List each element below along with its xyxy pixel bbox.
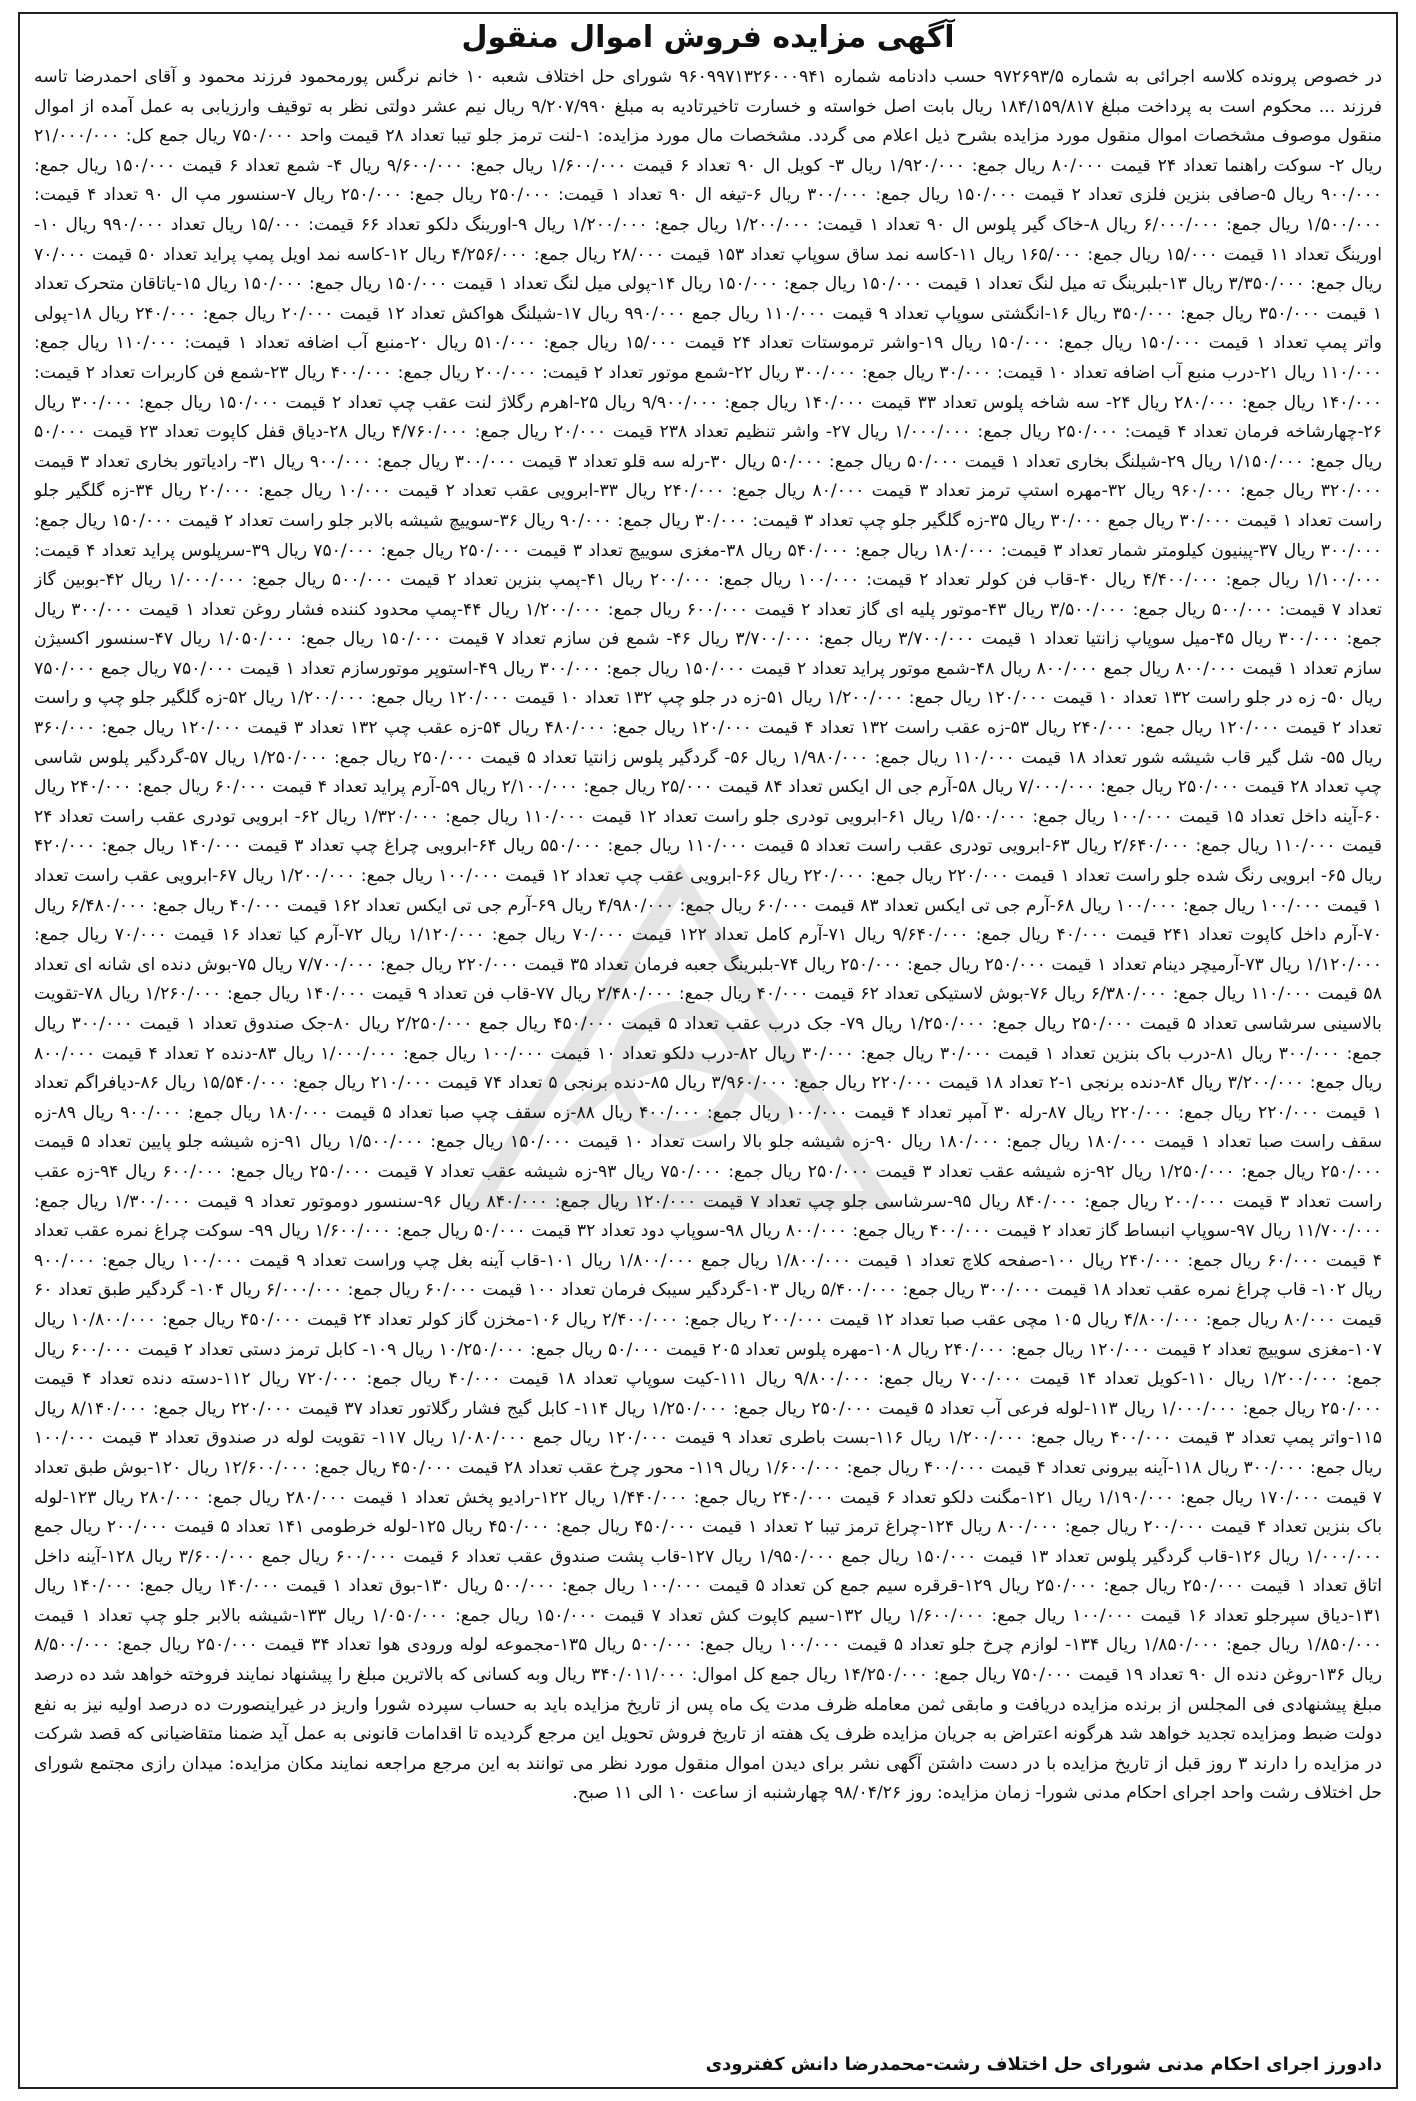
signature-line: دادورز اجرای احکام مدنی شورای حل اختلاف رشت-محمدرضا دانش کفترودی — [705, 2054, 1382, 2075]
notice-body — [34, 63, 1382, 2053]
notice-body-paragraph: در خصوص پرونده کلاسه اجرائی به شماره ۹۷۲۶۹۳/۵ حسب دادنامه شماره ۹۶۰۹۹۷۱۳۲۶۰۰۰۹۴۱ شورای حل اختلاف شعبه ۱۰ خانم نرگس پورمحمود فرزند محمود و آقای احمدرضا تاسه فرزند ... محکوم است به پرداخت مبلغ ۱۸۴/۱۵۹/۸۱۷ ریال بابت اصل خواسته و خسارت تاخیرتادیه به مبلغ ۹/۲۰۷/۹۹۰ ریال نیم عشر دولتی نظر به توقیف وارزیابی به عمل آمده از اموال منقول موصوف مشخصات اموال منقول مورد مزایده بشرح ذیل اعلام می گردد. مشخصات مال مورد مزایده: ۱-لنت ترمز جلو تیبا تعداد ۲۸ قیمت واحد ۷۵۰/۰۰۰ ریال جمع کل: ۲۱/۰۰۰/۰۰۰ ریال ۲- سوکت راهنما تعداد ۲۴ قیمت ۸۰/۰۰۰ ریال جمع: ۱/۹۲۰/۰۰۰ ریال ۳- کویل ال ۹۰ تعداد ۶ قیمت ۱/۶۰۰/۰۰۰ ریال جمع: ۹/۶۰۰/۰۰۰ ریال ۴- شمع تعداد ۶ قیمت ۱۵۰/۰۰۰ ریال جمع: ۹۰۰/۰۰۰ ریال ۵-صافی بنزین فلزی تعداد ۲ قیمت ۱۵۰/۰۰۰ ریال جمع: ۳۰۰/۰۰۰ ریال ۶-تیغه ال ۹۰ تعداد ۱ قیمت: ۲۵۰/۰۰۰ ریال جمع: ۲۵۰/۰۰۰ ریال ۷-سنسور مپ ال ۹۰ تعداد ۴ قیمت: ۱/۵۰۰/۰۰۰ ریال جمع: ۶/۰۰۰/۰۰۰ ریال ۸-خاک گیر پلوس ال ۹۰ تعداد ۱ قیمت: ۱/۲۰۰/۰۰۰ ریال جمع: ۱/۲۰۰/۰۰۰ ریال ۹-اورینگ دلکو تعداد ۶۶ قیمت: ۱۵/۰۰۰ ریال تعداد ۹۹۰/۰۰۰ ریال ۱۰-اورینگ تعداد ۱۱ قیمت ۱۵/۰۰۰ ریال جمع: ۱۶۵/۰۰۰ ریال ۱۱-کاسه نمد ساق سوپاپ تعداد ۱۵۳ قیمت ۲۸/۰۰۰ ریال جمع: ۴/۲۵۶/۰۰۰ ریال ۱۲-کاسه نمد اویل پمپ پراید تعداد ۵۰ قیمت ۷۰/۰۰۰ ریال جمع: ۳/۳۵۰/۰۰۰ ریال ۱۳-بلبرینگ ته میل لنگ تعداد ۱ قیمت ۱۵۰/۰۰۰ ریال جمع: ۱۵۰/۰۰۰ ریال ۱۴-پولی میل لنگ تعداد ۱ قیمت ۱۵۰/۰۰۰ ریال جمع: ۱۵۰/۰۰۰ ریال ۱۵-یاتاقان متحرک تعداد ۱ قیمت ۳۵۰/۰۰۰ ریال جمع: ۳۵۰/۰۰۰ ریال ۱۶-انگشتی سوپاپ تعداد ۹ قیمت ۱۱۰/۰۰۰ ریال جمع ۹۹۰/۰۰۰ ریال ۱۷-شیلنگ هواکش تعداد ۱۲ قیمت ۲۰/۰۰۰ ریال جمع: ۲۴۰/۰۰۰ ریال ۱۸-پولی واتر پمپ تعداد ۱ قیمت ۱۵۰/۰۰۰ ریال جمع: ۱۵۰/۰۰۰ ریال ۱۹-واشر ترموستات تعداد ۲۴ قیمت ۱۵/۰۰۰ ریال جمع: ۵۱۰/۰۰۰ ریال ۲۰-منبع آب اضافه تعداد ۱ قیمت: ۱۱۰/۰۰۰ ریال جمع: ۱۱۰/۰۰۰ ریال ۲۱-درب منبع آب اضافه تعداد ۱۰ قیمت: ۳۰/۰۰۰ ریال جمع: ۳۰۰/۰۰۰ ریال ۲۲-شمع موتور تعداد ۲ قیمت: ۲۰۰/۰۰۰ ریال جمع: ۴۰۰/۰۰۰ ریال ۲۳-شمع فن کاربرات تعداد ۲ قیمت: ۱۴۰/۰۰۰ ریال جمع: ۲۸۰/۰۰۰ ریال ۲۴- سه شاخه پلوس تعداد ۳۳ قیمت ۱۴۰/۰۰۰ ریال جمع: ۹/۹۰۰/۰۰۰ ریال ۲۵-اهرم رگلاژ لنت عقب چپ تعداد ۲ قیمت ۱۵۰/۰۰۰ ریال جمع: ۳۰۰/۰۰۰ ریال ۲۶-چهارشاخه فرمان تعداد ۴ قیمت: ۲۵۰/۰۰۰ ریال جمع: ۱/۰۰۰/۰۰۰ ریال ۲۷- واشر تنظیم تعداد ۲۳۸ قیمت ۲۰/۰۰۰ ریال جمع: ۴/۷۶۰/۰۰۰ ریال ۲۸-دیاق قفل کاپوت تعداد ۲۳ قیمت ۵۰/۰۰۰ ریال جمع: ۱/۱۵۰/۰۰۰ ریال ۲۹-شیلنگ بخاری تعداد ۱ قیمت ۵۰/۰۰۰ ریال جمع: ۵۰/۰۰۰ ریال ۳۰-رله سه قلو تعداد ۳ قیمت ۳۰۰/۰۰۰ ریال جمع: ۹۰۰/۰۰۰ ریال ۳۱- رادیاتور بخاری تعداد ۳ قیمت ۳۲۰/۰۰۰ ریال جمع: ۹۶۰/۰۰۰ ریال ۳۲-مهره استپ ترمز تعداد ۳ قیمت ۸۰/۰۰۰ ریال جمع: ۲۴۰/۰۰۰ ریال ۳۳-ابرویی عقب تعداد ۲ قیمت ۱۰/۰۰۰ ریال جمع: ۲۰/۰۰۰ ریال ۳۴-زه گلگیر جلو راست تعداد ۱ قیمت ۳۰/۰۰۰ ریال جمع ۳۰/۰۰۰ ریال ۳۵-زه گلگیر جلو چپ تعداد ۳ قیمت: ۳۰/۰۰۰ ریال جمع: ۹۰/۰۰۰ ریال ۳۶-سوییچ شیشه بالابر جلو راست تعداد ۲ قیمت ۱۵۰/۰۰۰ ریال جمع: ۳۰۰/۰۰۰ ریال ۳۷-پینیون کیلومتر شمار تعداد ۳ قیمت: ۱۸۰/۰۰۰ ریال جمع: ۵۴۰/۰۰۰ ریال ۳۸-مغزی سوییچ تعداد ۳ قیمت ۲۵۰/۰۰۰ ریال جمع: ۷۵۰/۰۰۰ ریال ۳۹-سرپلوس پراید تعداد ۴ قیمت: ۱/۱۰۰/۰۰۰ ریال جمع: ۴/۴۰۰/۰۰۰ ریال ۴۰-قاب فن کولر تعداد ۲ قیمت: ۱۰۰/۰۰۰ ریال جمع: ۲۰۰/۰۰۰ ریال ۴۱-پمپ بنزین تعداد ۲ قیمت ۵۰۰/۰۰۰ ریال جمع: ۱/۰۰۰/۰۰۰ ریال ۴۲-بوبین گاز تعداد ۷ قیمت: ۵۰۰/۰۰۰ ریال جمع: ۳/۵۰۰/۰۰۰ ریال ۴۳-موتور پلیه ای گاز تعداد ۲ قیمت ۶۰۰/۰۰۰ ریال جمع: ۱/۲۰۰/۰۰۰ ریال ۴۴-پمپ محدود کننده فشار روغن تعداد ۱ قیمت ۳۰۰/۰۰۰ ریال جمع: ۳۰۰/۰۰۰ ریال ۴۵-میل سوپاپ زانتیا تعداد ۱ قیمت ۳/۷۰۰/۰۰۰ ریال جمع: ۳/۷۰۰/۰۰۰ ریال ۴۶- شمع فن سازم تعداد ۷ قیمت ۱۵۰/۰۰۰ ریال جمع: ۱/۰۵۰/۰۰۰ ریال ۴۷-سنسور اکسیژن سازم تعداد ۱ قیمت ۸۰۰/۰۰۰ ریال جمع ۸۰۰/۰۰۰ ریال ۴۸-شمع موتور پراید تعداد ۲ قیمت ۱۵۰/۰۰۰ ریال جمع: ۳۰۰/۰۰۰ ریال ۴۹-استوپر موتورسازم تعداد ۱ قیمت ۷۵۰/۰۰۰ ریال جمع ۷۵۰/۰۰۰ ریال ۵۰- زه در جلو راست ۱۳۲ تعداد ۱۰ قیمت ۱۲۰/۰۰۰ ریال جمع: ۱/۲۰۰/۰۰۰ ریال ۵۱-زه در جلو چپ ۱۳۲ تعداد ۱۰ قیمت ۱۲۰/۰۰۰ ریال جمع: ۱/۲۰۰/۰۰۰ ریال ۵۲-زه گلگیر جلو چپ و راست تعداد ۲ قیمت ۱۲۰/۰۰۰ ریال جمع: ۲۴۰/۰۰۰ ریال ۵۳-زه عقب راست ۱۳۲ تعداد ۴ قیمت ۱۲۰/۰۰۰ ریال جمع: ۴۸۰/۰۰۰ ریال ۵۴-زه عقب چپ ۱۳۲ تعداد ۳ قیمت ۱۲۰/۰۰۰ ریال جمع: ۳۶۰/۰۰۰ ریال ۵۵- شل گیر قاب شیشه شور تعداد ۱۸ قیمت ۱۱۰/۰۰۰ ریال جمع: ۱/۹۸۰/۰۰۰ ریال ۵۶- گردگیر پلوس زانتیا تعداد ۵ قیمت ۲۵۰/۰۰۰ ریال جمع: ۱/۲۵۰/۰۰۰ ریال ۵۷-گردگیر پلوس شاسی چپ تعداد ۲۸ قیمت ۲۵۰/۰۰۰ ریال جمع: ۷/۰۰۰/۰۰۰ ریال ۵۸-آرم جی ال ایکس تعداد ۸۴ قیمت ۲۵/۰۰۰ ریال جمع: ۲/۱۰۰/۰۰۰ ریال ۵۹-آرم پراید تعداد ۴ قیمت ۶۰/۰۰۰ ریال جمع: ۲۴۰/۰۰۰ ریال ۶۰-آینه داخل تعداد ۱۵ قیمت ۱۰۰/۰۰۰ ریال جمع: ۱/۵۰۰/۰۰۰ ریال ۶۱-ابرویی تودری جلو راست تعداد ۱۲ قیمت ۱۱۰/۰۰۰ ریال جمع: ۱/۳۲۰/۰۰۰ ریال ۶۲- ابرویی تودری عقب راست تعداد ۲۴ قیمت ۱۱۰/۰۰۰ ریال جمع: ۲/۶۴۰/۰۰۰ ریال ۶۳-ابرویی تودری عقب راست تعداد ۵ قیمت ۱۱۰/۰۰۰ ریال جمع: ۵۵۰/۰۰۰ ریال ۶۴-ابرویی چراغ چپ تعداد ۳ قیمت ۱۴۰/۰۰۰ ریال جمع: ۴۲۰/۰۰۰ ریال ۶۵- ابرویی رنگ شده جلو راست تعداد ۱ قیمت ۲۲۰/۰۰۰ ریال جمع: ۲۲۰/۰۰۰ ریال ۶۶-ابرویی عقب چپ تعداد ۱۲ قیمت ۱۰۰/۰۰۰ ریال جمع: ۱/۲۰۰/۰۰۰ ریال ۶۷-ابرویی عقب راست تعداد ۱ قیمت ۱۰۰/۰۰۰ ریال جمع: ۱۰۰/۰۰۰ ریال ۶۸-آرم جی تی ایکس تعداد ۸۳ قیمت ۶۰/۰۰۰ ریال جمع: ۴/۹۸۰/۰۰۰ ریال ۶۹-آرم جی تی ایکس تعداد ۱۶۲ قیمت ۴۰/۰۰۰ ریال جمع: ۶/۴۸۰/۰۰۰ ریال ۷۰-آرم داخل کاپوت تعداد ۲۴۱ قیمت ۴۰/۰۰۰ ریال جمع: ۹/۶۴۰/۰۰۰ ریال ۷۱-آرم کامل تعداد ۱۲۲ قیمت ۷۰/۰۰۰ ریال جمع: ۱/۱۲۰/۰۰۰ ریال ۷۲-آرم کیا تعداد ۱۶ قیمت ۷۰/۰۰۰ ریال جمع: ۱/۱۲۰/۰۰۰ ریال ۷۳-آرمیچر دینام تعداد ۱ قیمت ۲۵۰/۰۰۰ ریال جمع: ۲۵۰/۰۰۰ ریال ۷۴-بلبرینگ جعبه فرمان تعداد ۳۵ قیمت ۲۲۰/۰۰۰ ریال جمع: ۷/۷۰۰/۰۰۰ ریال ۷۵-بوش دنده ای شانه ای تعداد ۵۸ قیمت ۱۱۰/۰۰۰ ریال جمع: ۶/۳۸۰/۰۰۰ ریال ۷۶-بوش لاستیکی تعداد ۶۲ قیمت ۴۰/۰۰۰ ریال جمع: ۲/۴۸۰/۰۰۰ ریال ۷۷-قاب فن تعداد ۹ قیمت ۱۴۰/۰۰۰ ریال جمع: ۱/۲۶۰/۰۰۰ ریال ۷۸-تقویت بالاسینی سرشاسی تعداد ۵ قیمت ۲۵۰/۰۰۰ ریال جمع: ۱/۲۵۰/۰۰۰ ریال ۷۹- جک درب عقب تعداد ۵ قیمت ۴۵۰/۰۰۰ ریال جمع ۲/۲۵۰/۰۰۰ ریال ۸۰-جک صندوق تعداد ۱ قیمت ۳۰۰/۰۰۰ ریال جمع: ۳۰۰/۰۰۰ ریال ۸۱-درب باک بنزین تعداد ۱ قیمت ۳۰/۰۰۰ ریال جمع: ۳۰/۰۰۰ ریال ۸۲-درب دلکو تعداد ۱۰ قیمت ۱۰۰/۰۰۰ ریال جمع: ۱/۰۰۰/۰۰۰ ریال ۸۳-دنده ۲ تعداد ۴ قیمت ۸۰۰/۰۰۰ ریال جمع: ۳/۲۰۰/۰۰۰ ریال ۸۴-دنده برنجی ۱-۲ تعداد ۱۸ قیمت ۲۲۰/۰۰۰ ریال جمع: ۳/۹۶۰/۰۰۰ ریال ۸۵-دنده برنجی ۵ تعداد ۷۴ قیمت ۲۱۰/۰۰۰ ریال جمع: ۱۵/۵۴۰/۰۰۰ ریال ۸۶-دیافراگم تعداد ۱ قیمت ۲۲۰/۰۰۰ ریال جمع: ۲۲۰/۰۰۰ ریال ۸۷-رله ۳۰ آمپر تعداد ۴ قیمت ۱۰۰/۰۰۰ ریال جمع: ۴۰۰/۰۰۰ ریال ۸۸-زه سقف چپ صبا تعداد ۵ قیمت ۱۸۰/۰۰۰ ریال جمع: ۹۰۰/۰۰۰ ریال ۸۹-زه سقف راست صبا تعداد ۱ قیمت ۱۸۰/۰۰۰ ریال جمع: ۱۸۰/۰۰۰ ریال ۹۰-زه شیشه جلو بالا راست تعداد ۱۰ قیمت ۱۵۰/۰۰۰ ریال جمع: ۱/۵۰۰/۰۰۰ ریال ۹۱-زه شیشه جلو پایین تعداد ۵ قیمت ۲۵۰/۰۰۰ ریال جمع: ۱/۲۵۰/۰۰۰ ریال ۹۲-زه شیشه عقب تعداد ۳ قیمت ۲۵۰/۰۰۰ ریال جمع: ۷۵۰/۰۰۰ ریال ۹۳-زه شیشه عقب تعداد ۷ قیمت ۲۵۰/۰۰۰ ریال جمع: ۶۰۰/۰۰۰ ریال ۹۴-زه عقب راست تعداد ۳ قیمت ۲۰۰/۰۰۰ ریال جمع: ۸۴۰/۰۰۰ ریال ۹۵-سرشاسی جلو چپ تعداد ۷ قیمت ۱۲۰/۰۰۰ ریال جمع: ۸۴۰/۰۰۰ ریال ۹۶-سنسور دوموتور تعداد ۹ قیمت ۱/۳۰۰/۰۰۰ ریال جمع: ۱۱/۷۰۰/۰۰۰ ریال ۹۷-سوپاپ انبساط گاز تعداد ۲ قیمت ۴۰۰/۰۰۰ ریال جمع: ۸۰۰/۰۰۰ ریال ۹۸-سوپاپ دود تعداد ۳۲ قیمت ۵۰/۰۰۰ ریال جمع: ۱/۶۰۰/۰۰۰ ریال ۹۹- سوکت چراغ نمره عقب تعداد ۴ قیمت ۶۰/۰۰۰ ریال جمع: ۲۴۰/۰۰۰ ریال ۱۰۰-صفحه کلاچ تعداد ۱ قیمت ۱/۸۰۰/۰۰۰ ریال جمع ۱/۸۰۰/۰۰۰ ریال ۱۰۱-قاب آینه بغل چپ وراست تعداد ۹ قیمت ۱۰۰/۰۰۰ ریال جمع: ۹۰۰/۰۰۰ ریال ۱۰۲- قاب چراغ نمره عقب تعداد ۱۸ قیمت ۳۰۰/۰۰۰ ریال جمع: ۵/۴۰۰/۰۰۰ ریال ۱۰۳-گردگیر سیبک فرمان تعداد ۱۰۰ قیمت ۶۰/۰۰۰ ریال جمع: ۶/۰۰۰/۰۰۰ ریال ۱۰۴- گردگیر طبق تعداد ۶۰ قیمت ۸۰/۰۰۰ ریال جمع: ۴/۸۰۰/۰۰۰ ریال ۱۰۵ مچی عقب صبا تعداد ۱۲ قیمت ۲۰۰/۰۰۰ ریال جمع: ۲/۴۰۰/۰۰۰ ریال ۱۰۶-مخزن گاز کولر تعداد ۲۴ قیمت ۴۵۰/۰۰۰ ریال جمع: ۱۰/۸۰۰/۰۰۰ ریال ۱۰۷-مغزی سوییچ تعداد ۲ قیمت ۱۲۰/۰۰۰ ریال جمع: ۲۴۰/۰۰۰ ریال ۱۰۸-مهره پلوس تعداد ۲۰۵ قیمت ۵۰/۰۰۰ ریال جمع: ۱۰/۲۵۰/۰۰۰ ریال ۱۰۹- کابل ترمز دستی تعداد ۲ قیمت ۶۰۰/۰۰۰ ریال جمع: ۱/۲۰۰/۰۰۰ ریال ۱۱۰-کویل تعداد ۱۴ قیمت ۷۰۰/۰۰۰ ریال جمع: ۹/۸۰۰/۰۰۰ ریال ۱۱۱-کیت سوپاپ تعداد ۱۸ قیمت ۴۰/۰۰۰ ریال جمع: ۷۲۰/۰۰۰ ریال ۱۱۲-دسته دنده تعداد ۴ قیمت ۲۵۰/۰۰۰ ریال جمع: ۱/۰۰۰/۰۰۰ ریال ۱۱۳-لوله فرعی آب تعداد ۵ قیمت ۲۵۰/۰۰۰ ریال جمع: ۱/۲۵۰/۰۰۰ ریال ۱۱۴- کابل گیج فشار رگلاتور تعداد ۳۷ قیمت ۲۲۰/۰۰۰ ریال جمع: ۸/۱۴۰/۰۰۰ ریال ۱۱۵-واتر پمپ تعداد ۳ قیمت ۴۰۰/۰۰۰ ریال جمع: ۱/۲۰۰/۰۰۰ ریال ۱۱۶-بست باطری تعداد ۹ قیمت ۱۲۰/۰۰۰ ریال جمع ۱/۰۸۰/۰۰۰ ریال ۱۱۷- تقویت لوله در صندوق تعداد ۳ قیمت ۱۰۰/۰۰۰ ریال جمع: ۳۰۰/۰۰۰ ریال ۱۱۸-آینه بیرونی تعداد ۴ قیمت ۴۰۰/۰۰۰ ریال جمع: ۱/۶۰۰/۰۰۰ ریال ۱۱۹- محور چرخ عقب تعداد ۲۸ قیمت ۴۵۰/۰۰۰ ریال جمع: ۱۲/۶۰۰/۰۰۰ ریال ۱۲۰-بوش طبق تعداد ۷ قیمت ۱۷۰/۰۰۰ ریال جمع: ۱/۱۹۰/۰۰۰ ریال ۱۲۱-مگنت دلکو تعداد ۶ قیمت ۲۴۰/۰۰۰ ریال جمع: ۱/۴۴۰/۰۰۰ ریال ۱۲۲-رادیو پخش تعداد ۱ قیمت ۲۸۰/۰۰۰ ریال جمع: ۲۸۰/۰۰۰ ریال ۱۲۳-لوله باک بنزین تعداد ۴ قیمت ۲۰۰/۰۰۰ ریال جمع: ۸۰۰/۰۰۰ ریال ۱۲۴-چراغ ترمز تیبا ۲ تعداد ۱ قیمت ۴۵۰/۰۰۰ ریال جمع: ۴۵۰/۰۰۰ ریال ۱۲۵-لوله خرطومی ۱۴۱ تعداد ۵ قیمت ۲۰۰/۰۰۰ ریال جمع ۱/۰۰۰/۰۰۰ ریال ۱۲۶-قاب گردگیر پلوس تعداد ۱۳ قیمت ۱۵۰/۰۰۰ ریال جمع ۱/۹۵۰/۰۰۰ ریال ۱۲۷-قاب پشت صندوق عقب تعداد ۶ قیمت ۶۰۰/۰۰۰ ریال جمع ۳/۶۰۰/۰۰۰ ریال ۱۲۸-آینه داخل اتاق تعداد ۱ قیمت ۲۵۰/۰۰۰ ریال جمع: ۲۵۰/۰۰۰ ریال ۱۲۹-قرقره سیم جمع کن تعداد ۵ قیمت ۱۰۰/۰۰۰ ریال جمع: ۵۰۰/۰۰۰ ریال ۱۳۰-بوق تعداد ۱ قیمت ۱۴۰/۰۰۰ ریال جمع: ۱۴۰/۰۰۰ ریال ۱۳۱-دیاق سپرجلو تعداد ۱۶ قیمت ۱۰۰/۰۰۰ ریال جمع: ۱/۶۰۰/۰۰۰ ریال ۱۳۲-سیم کاپوت کش تعداد ۷ قیمت ۱۵۰/۰۰۰ ریال جمع: ۱/۰۵۰/۰۰۰ ریال ۱۳۳-شیشه بالابر جلو چپ تعداد ۱ قیمت ۱/۸۵۰/۰۰۰ ریال جمع: ۱/۸۵۰/۰۰۰ ریال ۱۳۴- لوازم چرخ جلو تعداد ۵ قیمت ۱۰۰/۰۰۰ ریال جمع: ۵۰۰/۰۰۰ ریال ۱۳۵-مجموعه لوله ورودی هوا تعداد ۳۴ قیمت ۲۵۰/۰۰۰ ریال جمع: ۸/۵۰۰/۰۰۰ ریال ۱۳۶-روغن دنده ال ۹۰ تعداد ۱۹ قیمت ۷۵۰/۰۰۰ ریال جمع: ۱۴/۲۵۰/۰۰۰ ریال جمع کل اموال: ۳۴۰/۰۱۱/۰۰۰ ریال وبه کسانی که بالاترین مبلغ را پیشنهاد نمایند فروخته خواهد شد ده درصد مبلغ پیشنهادی فی المجلس از برنده مزایده دریافت و مابقی ثمن معامله ظرف مدت یک ماه پس از تاریخ مزایده باید به حساب سپرده شورا واریز در غیراینصورت ده درصد اولیه نیز به نفع دولت ضبط ومزایده تجدید خواهد شد هرگونه اعتراض به جریان مزایده ظرف یک هفته از تاریخ فروش تحویل این مرجع گردیده تا اقدامات قانونی به عمل آید ضمنا متقاضیانی که قصد شرکت در مزایده را دارند ۳ روز قبل از تاریخ مزایده با در دست داشتن آگهی نشر برای دیدن اموال منقول مورد نظر می توانند به این مرجع مراجعه نمایند مکان مزایده: میدان رازی مجتمع شورای حل اختلاف رشت واحد اجرای احکام مدنی شورا- زمان مزایده: روز ۹۸/۰۴/۲۶ چهارشنبه از ساعت ۱۰ الی ۱۱ صبح. — [34, 67, 1382, 1804]
notice-title: آگهی مزایده فروش اموال منقول — [461, 20, 955, 55]
